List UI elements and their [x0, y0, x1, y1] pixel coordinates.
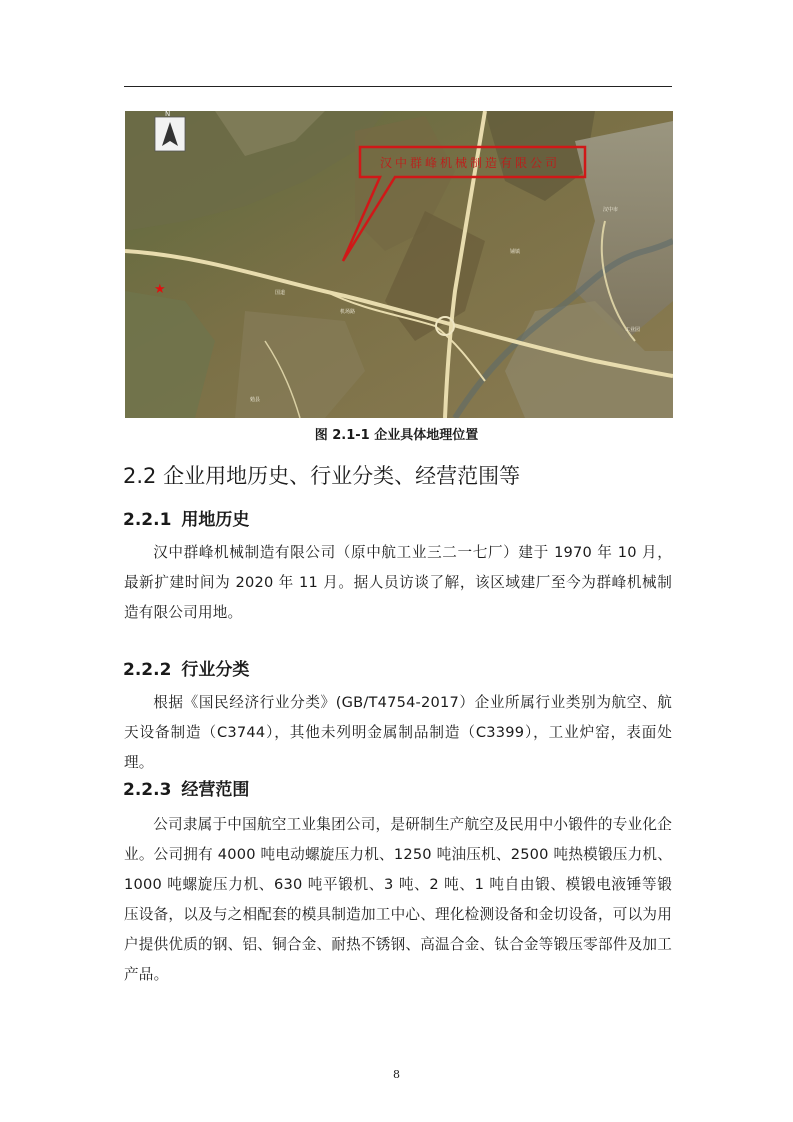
paragraph-industry-class: 根据《国民经济行业分类》(GB/T4754-2017）企业所属行业类别为航空、航天设备制造（C3744），其他未列明金属制品制造（C3399），工业炉窑，表面处理。	[124, 694, 672, 771]
subsection-heading-land-history	[123, 505, 249, 530]
paragraph-land-history: 汉中群峰机械制造有限公司（原中航工业三二一七厂）建于 1970 年 10 月，最新扩建时间为 2020 年 11 月。据人员访谈了解，该区域建厂至今为群峰机械制造有限公司用地。	[124, 544, 672, 621]
page-number: 8	[393, 1068, 400, 1081]
subsection-title: 用地历史	[181, 510, 250, 530]
north-arrow-icon	[155, 117, 185, 151]
subsection-title: 经营范围	[181, 780, 250, 800]
subsection-number: 2.2.2	[123, 660, 172, 680]
subsection-title: 行业分类	[181, 660, 250, 680]
subsection-number: 2.2.3	[123, 780, 172, 800]
location-star-icon: ★	[154, 282, 166, 297]
map-label: 机场路	[340, 309, 356, 315]
subsection-heading-industry-class	[123, 655, 249, 680]
map-callout-text: 汉中群峰机械制造有限公司	[379, 156, 561, 170]
satellite-map	[125, 111, 673, 418]
map-label: 工业园	[625, 327, 641, 333]
header-rule	[124, 86, 672, 87]
map-label: 铺镇	[510, 249, 521, 255]
map-label: 国道	[275, 290, 286, 296]
paragraph-business-scope: 公司隶属于中国航空工业集团公司，是研制生产航空及民用中小锻件的专业化企业。公司拥有 4000 吨电动螺旋压力机、1250 吨油压机、2500 吨热模锻压力机、1000 吨螺旋压力机、630 吨平锻机、3 吨、2 吨、1 吨自由锻、模锻电液锤等锻压设备，以及与之相配套的模具制造加工中心、理化检测设备和金切设备，可以为用户提供优质的钢、铝、铜合金、耐热不锈钢、高温合金、钛合金等锻压零部件及加工产品。	[124, 816, 672, 983]
subsection-number: 2.2.1	[123, 510, 172, 530]
map-label: 汉中市	[603, 207, 619, 213]
subsection-heading-business-scope	[123, 775, 249, 800]
figure-caption: 图 2.1-1 企业具体地理位置	[314, 428, 479, 443]
map-label: 勉县	[250, 397, 261, 403]
section-heading: 2.2 企业用地历史、行业分类、经营范围等	[123, 464, 521, 488]
north-label: N	[165, 111, 171, 118]
